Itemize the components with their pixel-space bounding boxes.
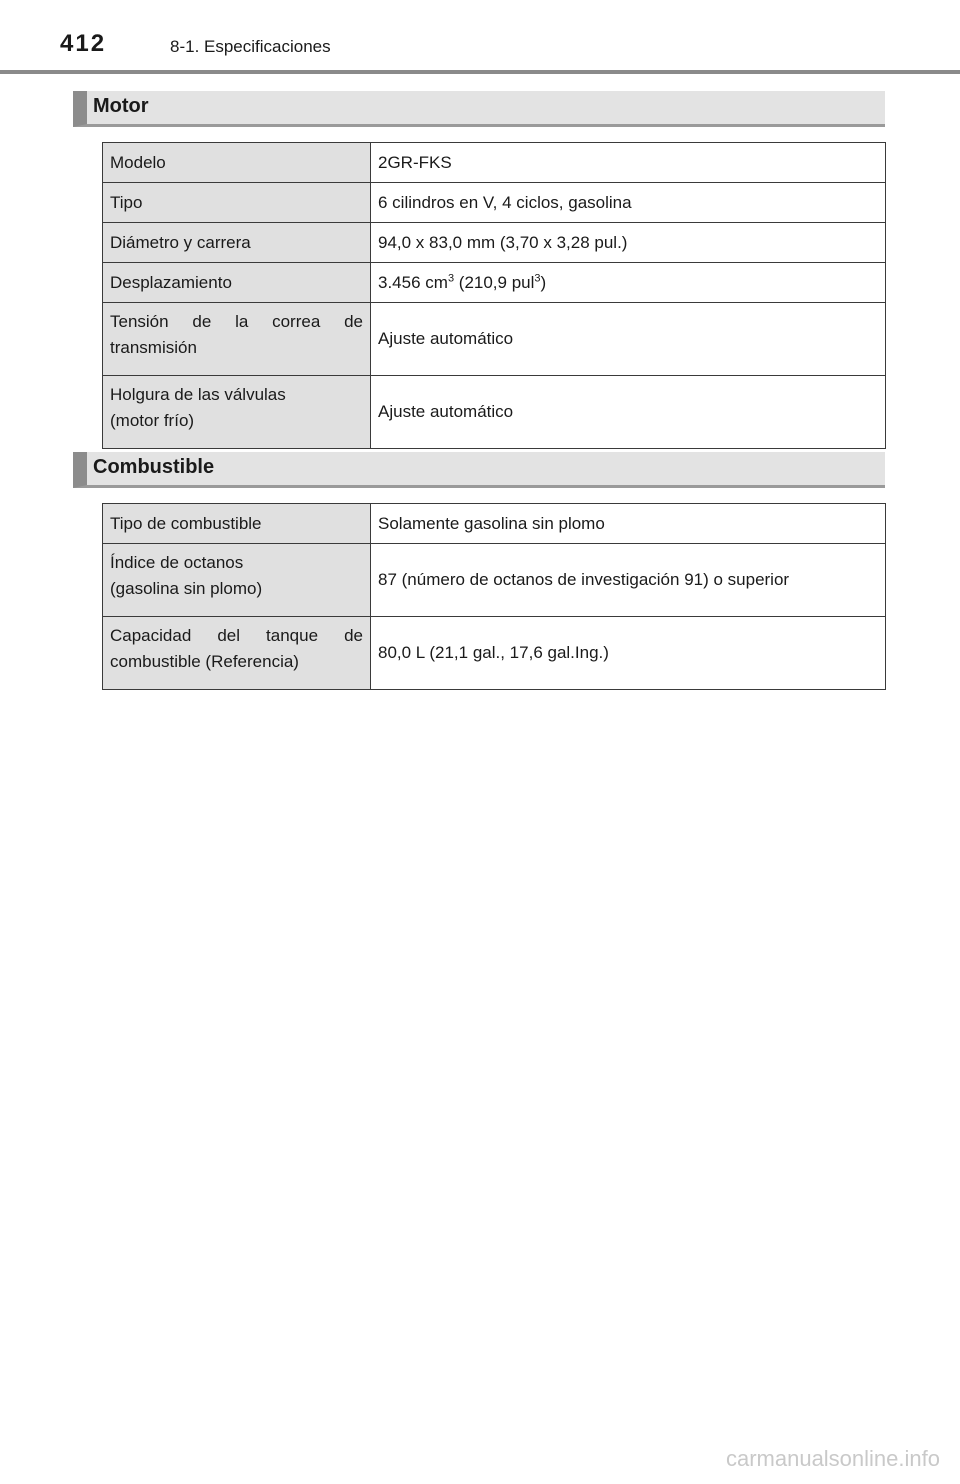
row-value: Solamente gasolina sin plomo [371, 504, 886, 544]
header-rule [0, 70, 960, 74]
row-label [103, 617, 371, 690]
motor-spec-table [102, 142, 886, 449]
value-part: ) [540, 272, 547, 292]
row-value: 80,0 L (21,1 gal., 17,6 gal.Ing.) [371, 617, 886, 690]
section-reference: 8-1. Especificaciones [170, 37, 331, 56]
value-part: 3.456 cm [378, 272, 448, 292]
label-line: Holgura de las válvulas [110, 385, 286, 404]
label-line: (motor frío) [110, 411, 195, 430]
label-line: Índice de octanos [110, 553, 244, 572]
row-label: Tipo de combustible [103, 504, 371, 544]
superscript: 3 [534, 271, 541, 284]
row-label: Desplazamiento [103, 263, 371, 303]
table-row [103, 544, 886, 617]
table-row [103, 504, 886, 544]
row-label: Diámetro y carrera [103, 223, 371, 263]
table-row [103, 303, 886, 376]
combustible-spec-table [102, 503, 886, 690]
superscript: 3 [447, 271, 455, 284]
page-header [0, 0, 960, 74]
row-value: 87 (número de octanos de investigación 91) o superior [371, 544, 886, 617]
page-number: 412 [60, 30, 107, 57]
label-line: Tensión de la correa de [110, 312, 363, 331]
row-value: 6 cilindros en V, 4 ciclos, gasolina [371, 183, 886, 223]
table-row [103, 183, 886, 223]
section-title-combustible: Combustible [93, 456, 215, 478]
row-value: 94,0 x 83,0 mm (3,70 x 3,28 pul.) [371, 223, 886, 263]
label-line: (gasolina sin plomo) [110, 579, 263, 598]
row-label: Modelo [103, 143, 371, 183]
row-label [103, 303, 371, 376]
label-line: combustible (Referencia) [110, 652, 299, 671]
row-label [103, 544, 371, 617]
section-title-motor: Motor [93, 95, 149, 117]
section-heading-motor [73, 91, 885, 127]
row-label: Tipo [103, 183, 371, 223]
table-row [103, 617, 886, 690]
label-line: transmisión [110, 338, 197, 357]
row-value: 2GR-FKS [371, 143, 886, 183]
table-row [103, 263, 886, 303]
row-value: Ajuste automático [371, 376, 886, 449]
row-label [103, 376, 371, 449]
row-value: Ajuste automático [371, 303, 886, 376]
table-row [103, 223, 886, 263]
section-heading-combustible [73, 452, 885, 488]
table-row [103, 143, 886, 183]
value-part: (210,9 pul [454, 272, 535, 292]
label-line: Capacidad del tanque de [110, 626, 363, 645]
watermark: carmanualsonline.info [725, 1446, 940, 1471]
row-value [371, 263, 886, 303]
table-row [103, 376, 886, 449]
